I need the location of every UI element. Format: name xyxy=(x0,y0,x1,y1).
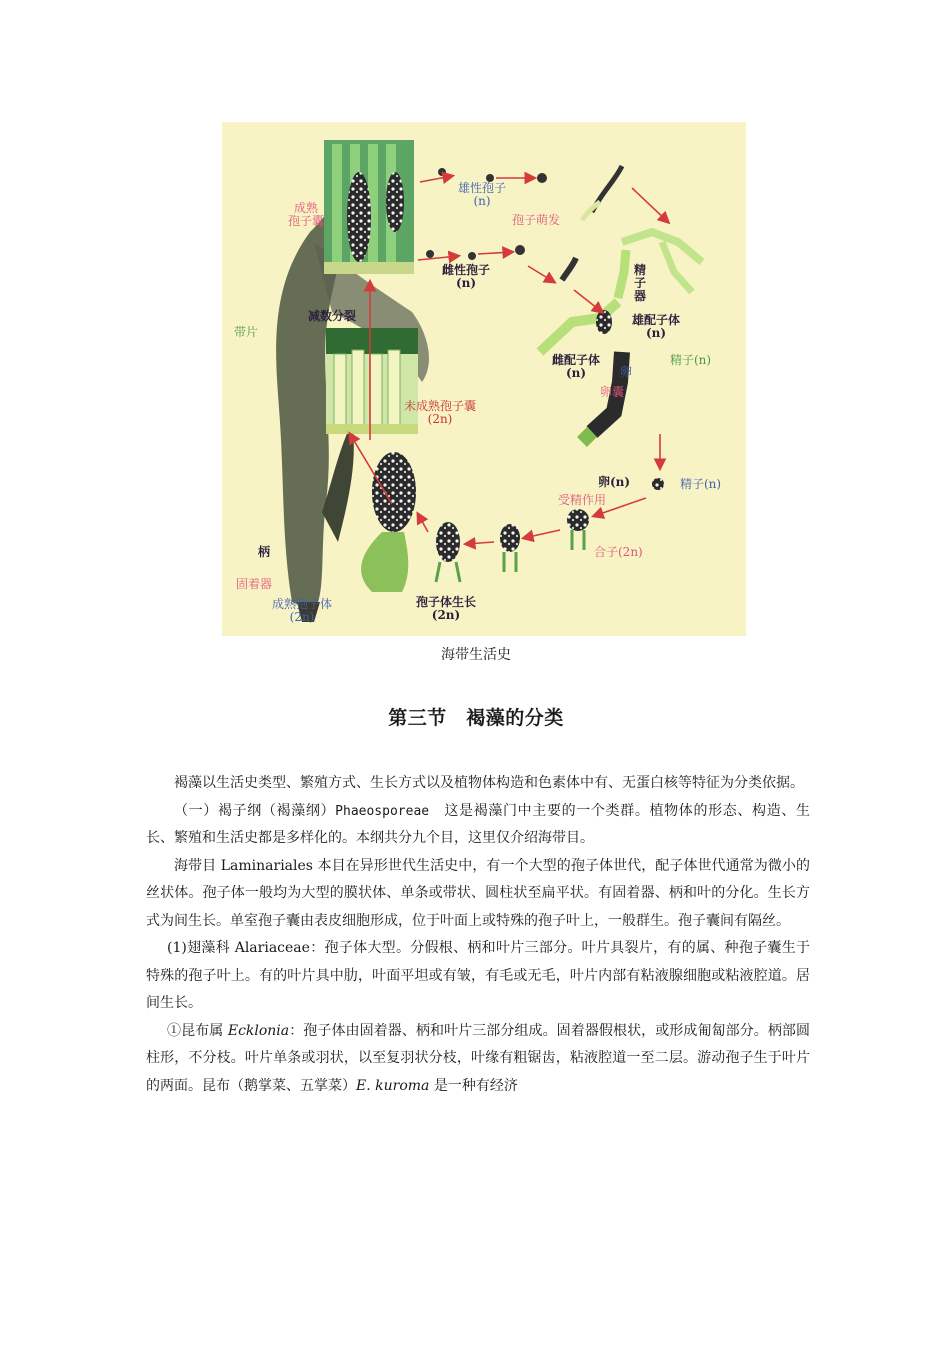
label-stipe: 柄 xyxy=(258,545,271,559)
genus-latin-name: Ecklonia xyxy=(227,1022,290,1039)
label-mature-sporangium: 成熟 孢子囊 xyxy=(288,201,325,228)
paragraph-classification-basis: 褐藻以生活史类型、繁殖方式、生长方式以及植物体构造和色素体中有、无蛋白核等特征为分类依据。 xyxy=(174,775,804,791)
label-male-gametophyte: 雄配子体 (n) xyxy=(632,313,681,340)
paragraph-laminariales: 海带目 Laminariales 本目在异形世代生活史中，有一个大型的孢子体世代，配子体世代通常为微小的丝状体。孢子体一般均为大型的膜状体、单条或带状、圆柱状至扁平状。有固着器、柄和叶的分化。生长方式为间生长。单室孢子囊由表皮细胞形成，位于叶面上或特殊的孢子叶上，一般群生。孢子囊间有隔丝。 xyxy=(146,857,810,929)
species-latin-name: E. kuroma xyxy=(356,1077,430,1094)
figure-caption: 海带生活史 xyxy=(441,647,511,663)
body-text xyxy=(146,770,810,1100)
mature-sporangium-drawing xyxy=(324,140,414,274)
label-sperm-n: 精子(n) xyxy=(680,477,722,491)
family-latin-name: Alariaceae xyxy=(234,940,310,956)
paragraph-phaeosporeae: （一）褐子纲（褐藻纲）Phaeosporeae 这是褐藻门中主要的一个类群。植物体的形态、构造、生长、繁殖和生活史都是多样化的。本纲共分九个目，这里仅介绍海带目。 xyxy=(146,802,811,846)
label-antheridium: 精 子 器 xyxy=(634,263,647,303)
label-immature-sporangium: 未成熟孢子囊 (2n) xyxy=(404,399,477,426)
label-mature-sporophyte: 成熟孢子体 (2n) xyxy=(272,597,333,624)
label-sperm-top: 精子(n) xyxy=(670,353,712,367)
label-blade: 带片 xyxy=(234,325,259,339)
label-egg-n: 卵(n) xyxy=(598,475,631,489)
label-female-gametophyte: 雌配子体 (n) xyxy=(552,353,601,380)
label-fertilization: 受精作用 xyxy=(558,493,607,507)
label-egg: 卵 xyxy=(620,365,633,379)
class-latin-name: Phaeosporeae xyxy=(335,803,430,819)
label-sporophyte-growth: 孢子体生长 (2n) xyxy=(416,595,477,622)
order-latin-name: Laminariales xyxy=(220,857,313,874)
sporophyte-development-drawing xyxy=(361,452,664,592)
paragraph-alariaceae: (1)翅藻科 Alariaceae：孢子体大型。分假根、柄和叶片三部分。叶片具裂片，有的属、种孢子囊生于特殊的孢子叶上。有的叶片具中肋，叶面平坦或有皱，有毛或无毛，叶片内部有粘液腺细胞或粘液腔道。居间生长。 xyxy=(146,940,810,1011)
kelp-life-cycle-figure xyxy=(222,122,746,636)
label-female-spore: 雌性孢子 (n) xyxy=(442,263,491,290)
label-oogonium: 卵囊 xyxy=(600,385,625,399)
paragraph-ecklonia: ①昆布属 Ecklonia：孢子体由固着器、柄和叶片三部分组成。固着器假根状，或形成匍匐部分。柄部圆柱形，不分枝。叶片单条或羽状，以至复羽状分枝，叶缘有粗锯齿，粘液腔道一至二层。游动孢子生于叶片的两面。昆布（鹅掌菜、五掌菜）E. kuroma 是一种有经济 xyxy=(146,1022,811,1094)
section-title: 第三节 褐藻的分类 xyxy=(388,707,564,729)
label-zygote: 合子(2n) xyxy=(594,545,643,559)
label-holdfast: 固着器 xyxy=(236,577,273,591)
class-heading: （一）褐子纲（褐藻纲） xyxy=(174,802,336,819)
label-male-spore: 雄性孢子 (n) xyxy=(458,181,507,208)
label-meiosis: 减数分裂 xyxy=(308,309,357,323)
label-spore-germination: 孢子萌发 xyxy=(512,213,561,227)
